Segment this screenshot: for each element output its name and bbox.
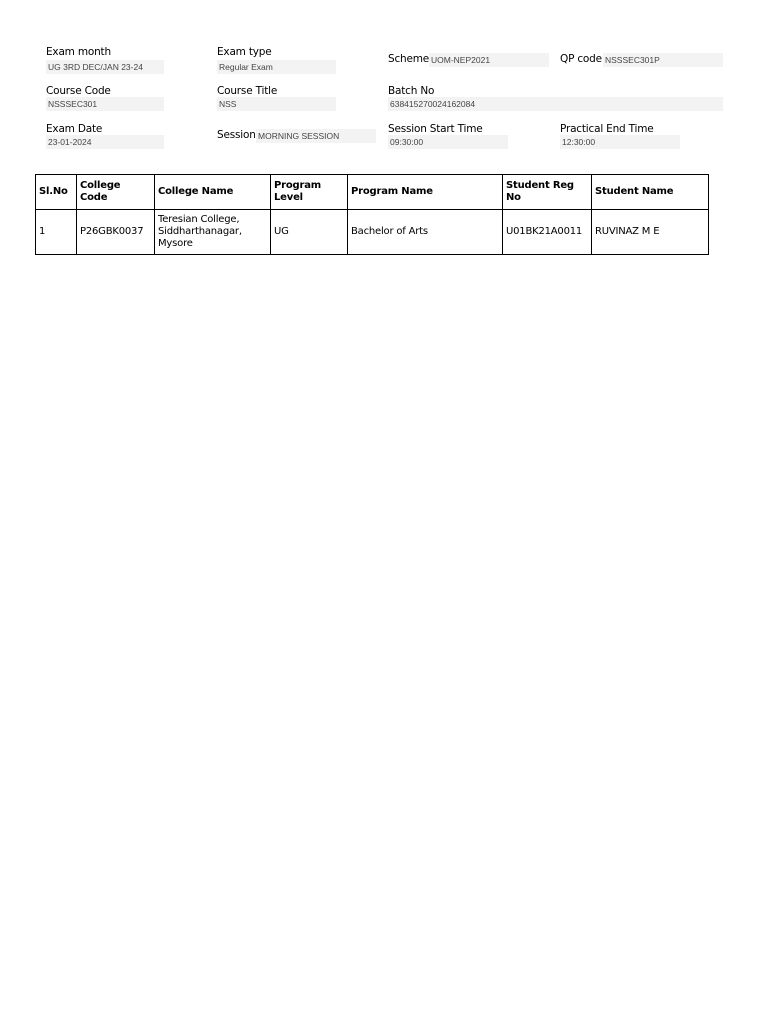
col-header-college-name: College Name bbox=[155, 175, 271, 210]
col-header-student-reg-no: Student Reg No bbox=[503, 175, 592, 210]
col-header-program-name: Program Name bbox=[348, 175, 503, 210]
course-title-label: Course Title bbox=[217, 85, 278, 97]
batch-no-value: 638415270024162084 bbox=[388, 97, 723, 111]
cell-college-code: P26GBK0037 bbox=[77, 210, 155, 255]
exam-date-value: 23-01-2024 bbox=[46, 135, 164, 149]
practical-end-time-label: Practical End Time bbox=[560, 123, 654, 135]
cell-program-name: Bachelor of Arts bbox=[348, 210, 503, 255]
course-code-label: Course Code bbox=[46, 85, 111, 97]
course-code-value: NSSSEC301 bbox=[46, 97, 164, 111]
exam-type-value: Regular Exam bbox=[217, 60, 336, 74]
table-row bbox=[36, 210, 709, 255]
qp-code-label: QP code bbox=[560, 53, 602, 65]
student-table bbox=[35, 174, 709, 255]
course-title-value: NSS bbox=[217, 97, 336, 111]
cell-program-level: UG bbox=[271, 210, 348, 255]
batch-no-label: Batch No bbox=[388, 85, 435, 97]
scheme-label: Scheme bbox=[388, 53, 430, 65]
session-start-time-value: 09:30:00 bbox=[388, 135, 508, 149]
exam-month-value: UG 3RD DEC/JAN 23-24 bbox=[46, 60, 164, 74]
exam-type-label: Exam type bbox=[217, 46, 272, 58]
col-header-college-code: College Code bbox=[77, 175, 155, 210]
table-header-row bbox=[36, 175, 709, 210]
session-value: MORNING SESSION bbox=[256, 129, 376, 143]
session-label: Session bbox=[217, 129, 256, 141]
exam-date-label: Exam Date bbox=[46, 123, 103, 135]
col-header-student-name: Student Name bbox=[592, 175, 709, 210]
cell-student-reg-no: U01BK21A0011 bbox=[503, 210, 592, 255]
col-header-sl-no: Sl.No bbox=[36, 175, 77, 210]
scheme-value: UOM-NEP2021 bbox=[429, 53, 549, 67]
cell-student-name: RUVINAZ M E bbox=[592, 210, 709, 255]
session-start-time-label: Session Start Time bbox=[388, 123, 483, 135]
cell-sl-no: 1 bbox=[36, 210, 77, 255]
col-header-program-level: Program Level bbox=[271, 175, 348, 210]
qp-code-value: NSSSEC301P bbox=[603, 53, 723, 67]
cell-college-name: Teresian College, Siddharthanagar, Mysore bbox=[155, 210, 271, 255]
exam-month-label: Exam month bbox=[46, 46, 111, 58]
practical-end-time-value: 12:30:00 bbox=[560, 135, 680, 149]
